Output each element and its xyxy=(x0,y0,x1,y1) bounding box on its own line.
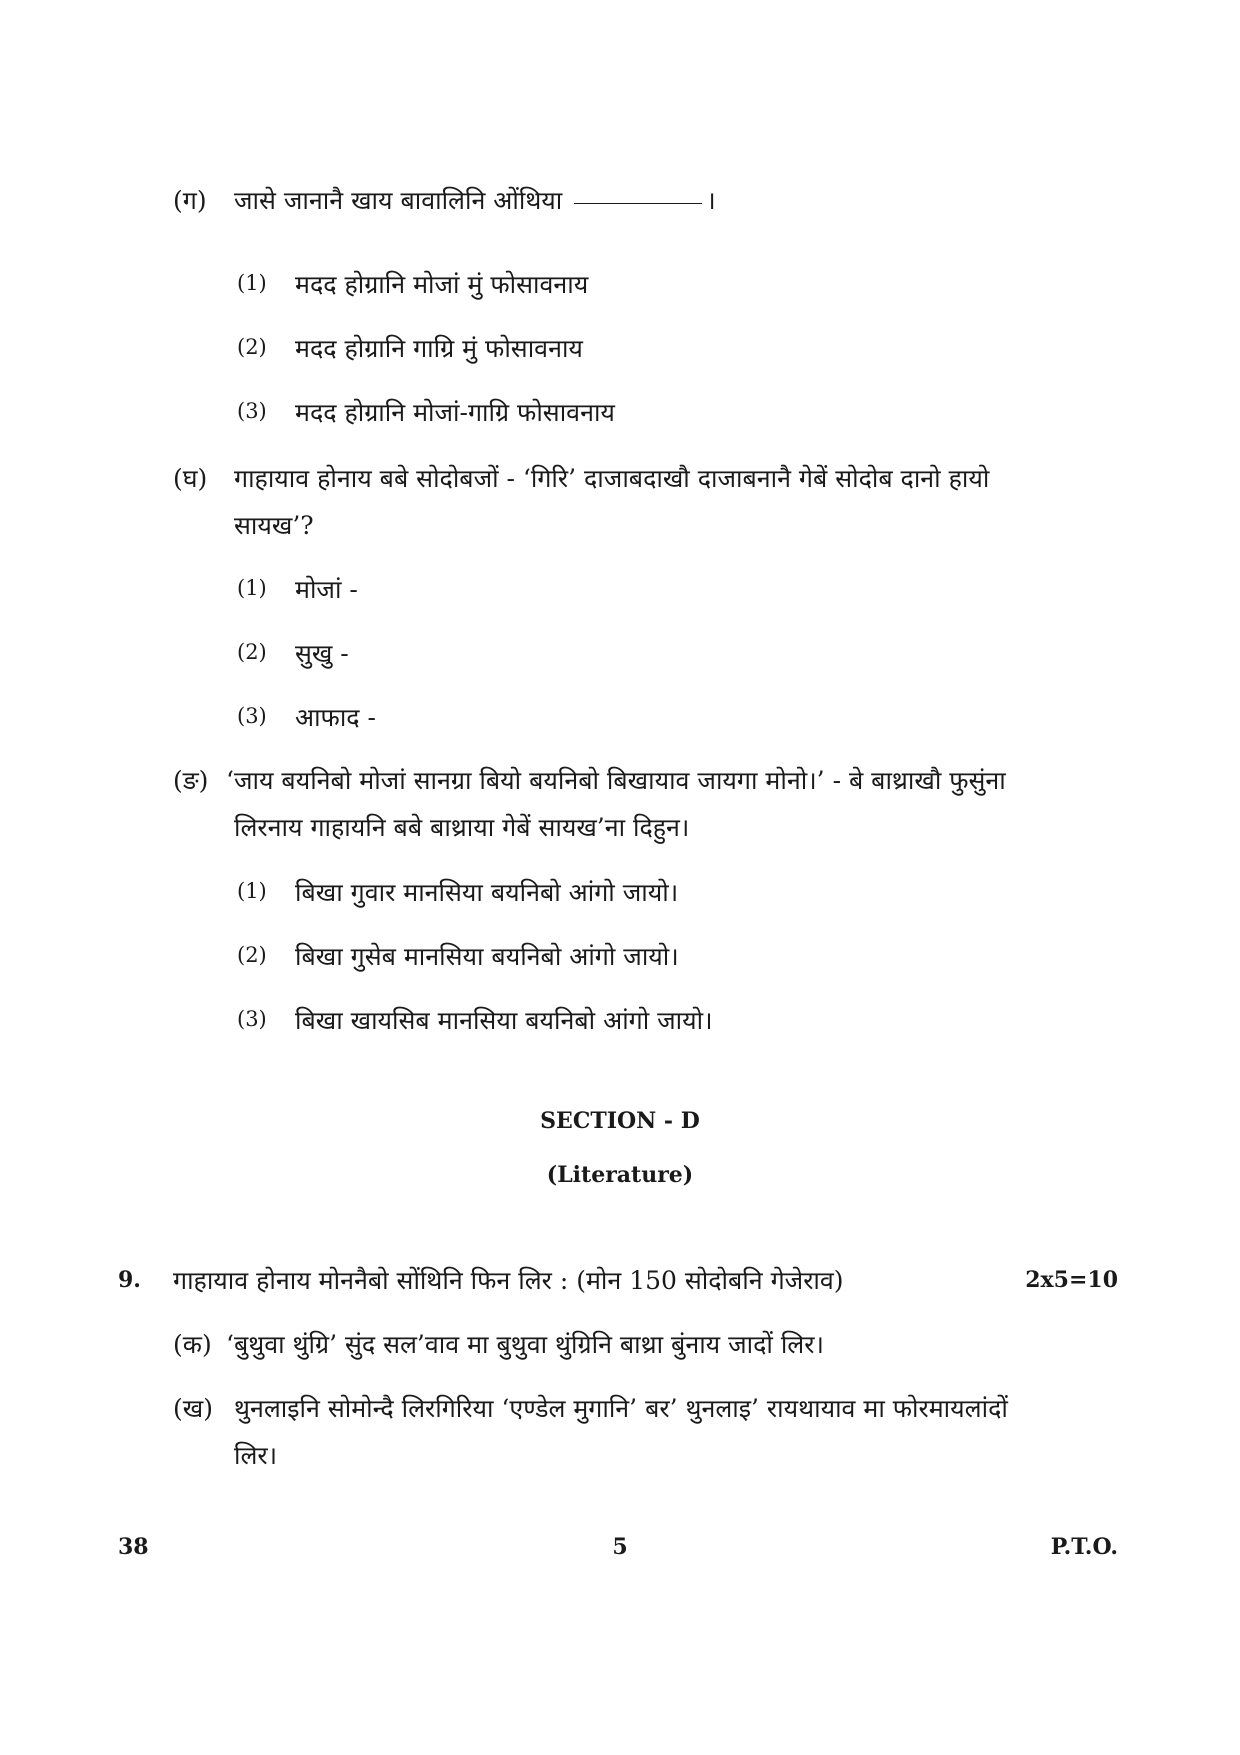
part-ka-label: (क) xyxy=(173,1330,212,1359)
part-nga-option-num: (3) xyxy=(237,1007,267,1031)
part-gha-option-num: (3) xyxy=(237,704,267,728)
part-gha-line-1: गाहायाव होनाय बबे सोदोबजों - ‘गिरि’ दाजाबदाखौ दाजाबनानै गेबें सोदोब दानो हायो xyxy=(234,464,990,493)
part-ga-option-num: (1) xyxy=(237,271,267,295)
part-gha-option-text: सुखु - xyxy=(295,639,349,668)
section-subtitle: (Literature) xyxy=(546,1162,694,1188)
part-nga-option-num: (2) xyxy=(237,943,267,967)
part-ga-question xyxy=(234,183,716,217)
question-number: 9. xyxy=(118,1267,141,1293)
part-ga-option-num: (2) xyxy=(237,335,267,359)
part-gha-label: (घ) xyxy=(173,464,208,493)
part-ga-option-num: (3) xyxy=(237,399,267,423)
part-nga-label: (ङ) xyxy=(173,766,209,795)
part-ga-label: (ग) xyxy=(173,186,207,215)
pto-label: P.T.O. xyxy=(1050,1534,1118,1560)
part-nga-option-text: बिखा खायसिब मानसिया बयनिबो आंगो जायो। xyxy=(295,1006,713,1035)
part-ga-option-text: मदद होग्रानि मोजां मुं फोसावनाय xyxy=(295,270,589,299)
part-gha-option-num: (1) xyxy=(237,576,267,600)
part-ga-option-text: मदद होग्रानि मोजां-गाग्रि फोसावनाय xyxy=(295,398,615,427)
part-gha-option-text: मोजां - xyxy=(295,575,358,604)
part-gha-option-num: (2) xyxy=(237,640,267,664)
part-nga-line-2: लिरनाय गाहायनि बबे बाथ्राया गेबें सायख’ना दिहुन। xyxy=(234,813,690,842)
part-kha-line-2: लिर। xyxy=(234,1441,278,1470)
part-gha-line-2: सायख’? xyxy=(234,511,314,540)
question-9-text: गाहायाव होनाय मोननैबो सोंथिनि फिन लिर : (मोन 150 सोदोबनि गेजेराव) xyxy=(173,1266,844,1295)
part-gha-option-text: आफाद - xyxy=(295,703,376,732)
part-nga-option-num: (1) xyxy=(237,879,267,903)
question-marks: 2x5=10 xyxy=(1025,1267,1118,1293)
part-kha-label: (ख) xyxy=(173,1394,213,1423)
part-nga-option-text: बिखा गुसेब मानसिया बयनिबो आंगो जायो। xyxy=(295,942,679,971)
part-kha-line-1: थुनलाइनि सोमोन्दै लिरगिरिया ‘एण्डेल मुगानि’ बर’ थुनलाइ’ रायथायाव मा फोरमायलांदों xyxy=(234,1394,1008,1423)
page-number: 5 xyxy=(612,1534,628,1560)
part-ga-end-mark: । xyxy=(706,186,716,215)
footer-code: 38 xyxy=(118,1534,149,1560)
part-nga-line-1: ‘जाय बयनिबो मोजां सानग्रा बियो बयनिबो बिखायाव जायगा मोनो।’ - बे बाथ्राखौ फुसुंना xyxy=(226,766,1006,795)
part-nga-option-text: बिखा गुवार मानसिया बयनिबो आंगो जायो। xyxy=(295,878,679,907)
part-ka-text: ‘बुथुवा थुंग्रि’ सुंद सल’वाव मा बुथुवा थुंग्रिनि बाथ्रा बुंनाय जादों लिर। xyxy=(226,1330,824,1359)
answer-blank xyxy=(574,201,702,204)
section-title: SECTION - D xyxy=(540,1108,700,1134)
part-ga-text: जासे जानानै खाय बावालिनि ओंथिया xyxy=(234,186,563,215)
part-ga-option-text: मदद होग्रानि गाग्रि मुं फोसावनाय xyxy=(295,334,583,363)
